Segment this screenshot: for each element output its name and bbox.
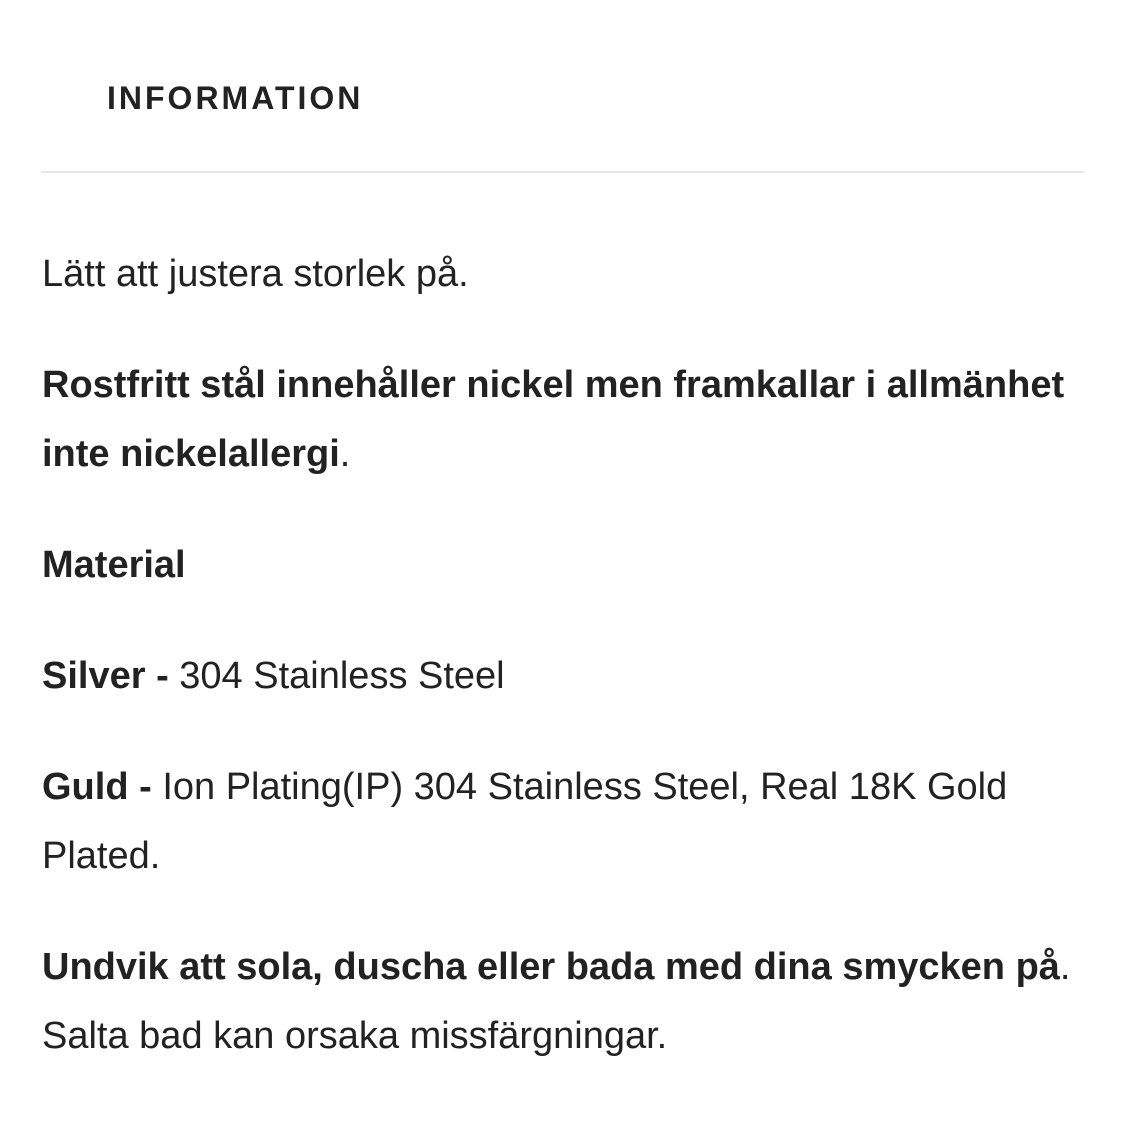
material-heading-text: Material	[42, 544, 186, 586]
care-instructions-bold: Undvik att sola, duscha eller bada med dina smycken på	[42, 946, 1060, 988]
nickel-info-tail: .	[339, 433, 351, 475]
care-instructions-tail: . Salta bad kan orsaka missfärgningar.	[42, 946, 1071, 1057]
product-information-content	[42, 240, 1092, 1113]
gold-text: Ion Plating(IP) 304 Stainless Steel, Real 18K Gold Plated.	[42, 766, 1008, 877]
information-tab-title[interactable]: INFORMATION	[107, 80, 364, 116]
nickel-info-paragraph	[42, 351, 1092, 489]
gold-label: Guld -	[42, 766, 152, 808]
silver-material-line	[42, 642, 1092, 711]
care-instructions-paragraph	[42, 933, 1092, 1071]
nickel-info-bold: Rostfritt stål innehåller nickel men framkallar i allmänhet inte nickelallergi	[42, 364, 1065, 475]
silver-label: Silver -	[42, 655, 169, 697]
material-heading	[42, 531, 1092, 600]
gold-material-line	[42, 753, 1092, 891]
silver-text: 304 Stainless Steel	[168, 655, 505, 697]
header-divider	[41, 171, 1084, 173]
adjust-size-text: Lätt att justera storlek på.	[42, 253, 469, 295]
